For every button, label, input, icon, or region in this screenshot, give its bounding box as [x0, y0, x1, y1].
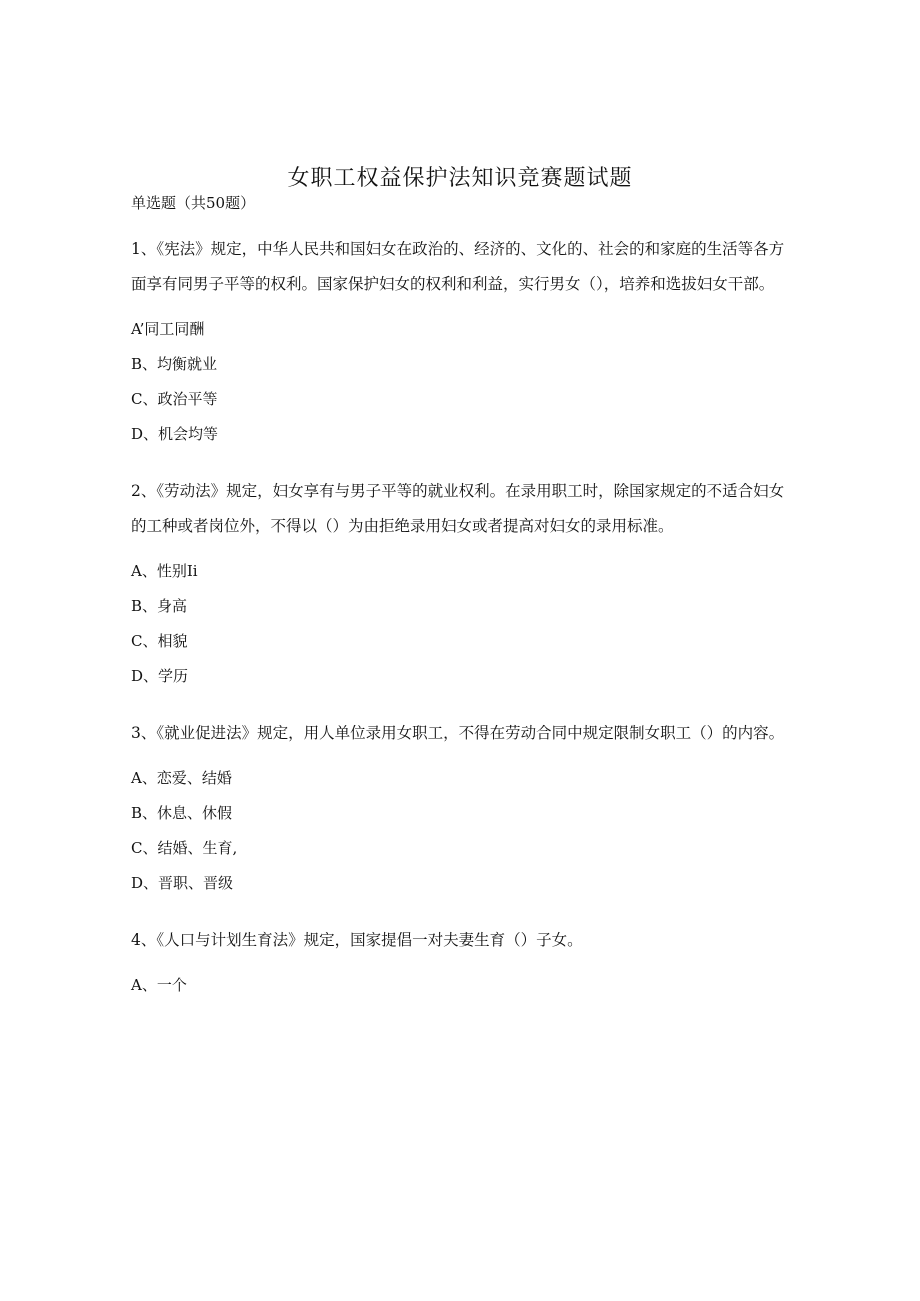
question-stem: 3、《就业促进法》规定，用人单位录用女职工，不得在劳动合同中规定限制女职工（）的内容。	[131, 724, 785, 742]
option-d: D、学历	[131, 667, 189, 685]
question-list	[131, 232, 791, 1025]
option-a: A、一个	[131, 976, 187, 994]
question-1	[131, 232, 791, 452]
option-c: C、政治平等	[131, 390, 218, 408]
option-b: B、休息、休假	[131, 804, 233, 822]
question-4	[131, 923, 791, 1003]
question-2	[131, 474, 791, 694]
section-heading: 单选题（共50题）	[131, 194, 256, 212]
option-d: D、机会均等	[131, 425, 219, 443]
option-a: A、性别Ii	[131, 562, 198, 580]
question-stem: 1、《宪法》规定，中华人民共和国妇女在政治的、经济的、文化的、社会的和家庭的生活等各方面享有同男子平等的权利。国家保护妇女的权利和利益，实行男女（），培养和选拔妇女干部。	[131, 240, 785, 293]
option-b: B、身高	[131, 597, 188, 615]
option-d: D、晋职、晋级	[131, 874, 234, 892]
question-stem: 2、《劳动法》规定，妇女享有与男子平等的就业权利。在录用职工时，除国家规定的不适合妇女的工种或者岗位外，不得以（）为由拒绝录用妇女或者提高对妇女的录用标准。	[131, 482, 785, 535]
option-b: B、均衡就业	[131, 355, 218, 373]
question-stem: 4、《人口与计划生育法》规定，国家提倡一对夫妻生育（）子女。	[131, 931, 583, 949]
option-c: C、相貌	[131, 632, 188, 650]
document-title: 女职工权益保护法知识竞赛题试题	[287, 166, 633, 191]
option-c: C、结婚、生育,	[131, 839, 238, 857]
question-3	[131, 716, 791, 901]
option-a: A’同工同酬	[131, 320, 205, 338]
option-a: A、恋爱、结婚	[131, 769, 232, 787]
